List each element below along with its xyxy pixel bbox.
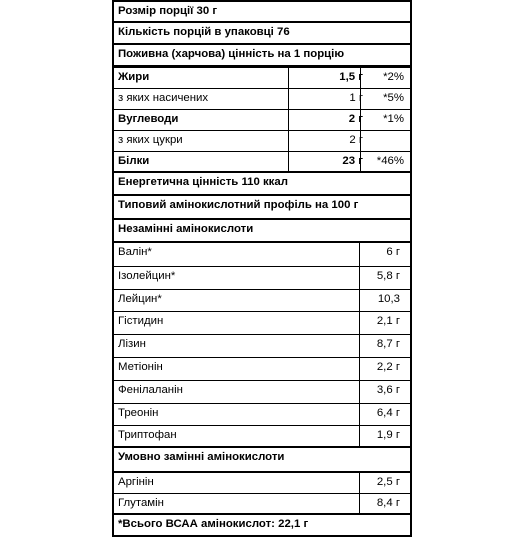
amino-acid-row (114, 267, 410, 290)
bcaa-total: *Всього ВСАА амінокислот: 22,1 г (114, 515, 410, 537)
column-divider (359, 404, 360, 425)
amino-acid-amount: 10,3 (377, 293, 400, 305)
amino-acid-name: Лізин (118, 338, 146, 350)
column-divider (288, 152, 289, 171)
energy-value: Енергетична цінність 110 ккал (114, 173, 410, 196)
nutrient-row (114, 67, 410, 89)
column-divider (359, 494, 360, 513)
amino-acid-amount: 2,1 г (376, 315, 400, 327)
amino-acid-name: Аргінін (118, 476, 154, 488)
amino-acid-name: Ізолейцин* (118, 270, 176, 282)
nutrient-name: Білки (118, 155, 150, 167)
amino-acid-amount: 8,4 г (376, 497, 400, 509)
column-divider (359, 312, 360, 334)
amino-acid-amount: 8,7 г (376, 338, 400, 350)
amino-acid-row (114, 404, 410, 426)
amino-acid-amount: 6,4 г (376, 407, 400, 419)
nutrient-amount: 1,5 г (339, 71, 363, 83)
conditional-amino-header: Умовно замінні амінокислоти (114, 448, 410, 473)
nutrient-name: з яких насичених (118, 92, 209, 104)
column-divider (359, 290, 360, 311)
nutrient-daily-value: *5% (383, 92, 404, 104)
nutrient-row (114, 131, 410, 152)
column-divider (288, 89, 289, 109)
amino-acid-row (114, 381, 410, 404)
amino-acid-row (114, 243, 410, 267)
column-divider (359, 381, 360, 403)
amino-acid-row (114, 426, 410, 448)
amino-acid-amount: 2,5 г (376, 476, 400, 488)
amino-acid-name: Валін* (118, 246, 152, 258)
nutrient-table (114, 67, 410, 173)
amino-acid-amount: 5,8 г (376, 270, 400, 282)
amino-acid-name: Фенілаланін (118, 384, 183, 396)
amino-acid-row (114, 358, 410, 381)
column-divider (359, 358, 360, 380)
column-divider (360, 110, 361, 130)
nutrient-daily-value: *46% (376, 155, 404, 167)
amino-acid-row (114, 312, 410, 335)
essential-amino-header: Незамінні амінокислоти (114, 220, 410, 243)
amino-acid-amount: 2,2 г (376, 361, 400, 373)
column-divider (359, 426, 360, 446)
amino-acid-amount: 6 г (386, 246, 400, 258)
nutrient-amount: 2 г (349, 134, 363, 146)
column-divider (288, 131, 289, 151)
amino-acid-row (114, 335, 410, 358)
nutrition-label (112, 0, 412, 537)
servings-per-container: Кількість порцій в упаковці 76 (114, 23, 410, 45)
amino-acid-row (114, 290, 410, 312)
nutrient-daily-value: *2% (383, 71, 404, 83)
column-divider (359, 473, 360, 493)
nutrition-header: Поживна (харчова) цінність на 1 порцію (114, 45, 410, 67)
nutrient-row (114, 152, 410, 173)
amino-acid-name: Глутамін (118, 497, 164, 509)
column-divider (360, 152, 361, 171)
amino-acid-amount: 3,6 г (376, 384, 400, 396)
nutrient-row (114, 110, 410, 131)
column-divider (360, 89, 361, 109)
essential-amino-table (114, 243, 410, 448)
nutrient-name: Жири (118, 71, 150, 83)
amino-acid-name: Метіонін (118, 361, 163, 373)
amino-acid-name: Триптофан (118, 429, 177, 441)
nutrient-name: Вуглеводи (118, 113, 179, 125)
nutrient-amount: 2 г (348, 113, 363, 125)
nutrient-amount: 1 г (349, 92, 363, 104)
serving-size: Розмір порції 30 г (114, 2, 410, 23)
amino-acid-row (114, 473, 410, 494)
column-divider (359, 243, 360, 266)
column-divider (288, 68, 289, 88)
column-divider (359, 335, 360, 357)
amino-acid-name: Треонін (118, 407, 159, 419)
column-divider (359, 267, 360, 289)
amino-acid-name: Гістидин (118, 315, 164, 327)
column-divider (288, 110, 289, 130)
nutrient-row (114, 89, 410, 110)
nutrient-name: з яких цукри (118, 134, 183, 146)
amino-acid-name: Лейцин* (118, 293, 162, 305)
nutrient-amount: 23 г (342, 155, 363, 167)
conditional-amino-table (114, 473, 410, 515)
amino-profile-header: Типовий амінокислотний профіль на 100 г (114, 196, 410, 220)
amino-acid-amount: 1,9 г (376, 429, 400, 441)
column-divider (360, 68, 361, 88)
column-divider (360, 131, 361, 151)
nutrient-daily-value: *1% (383, 113, 404, 125)
